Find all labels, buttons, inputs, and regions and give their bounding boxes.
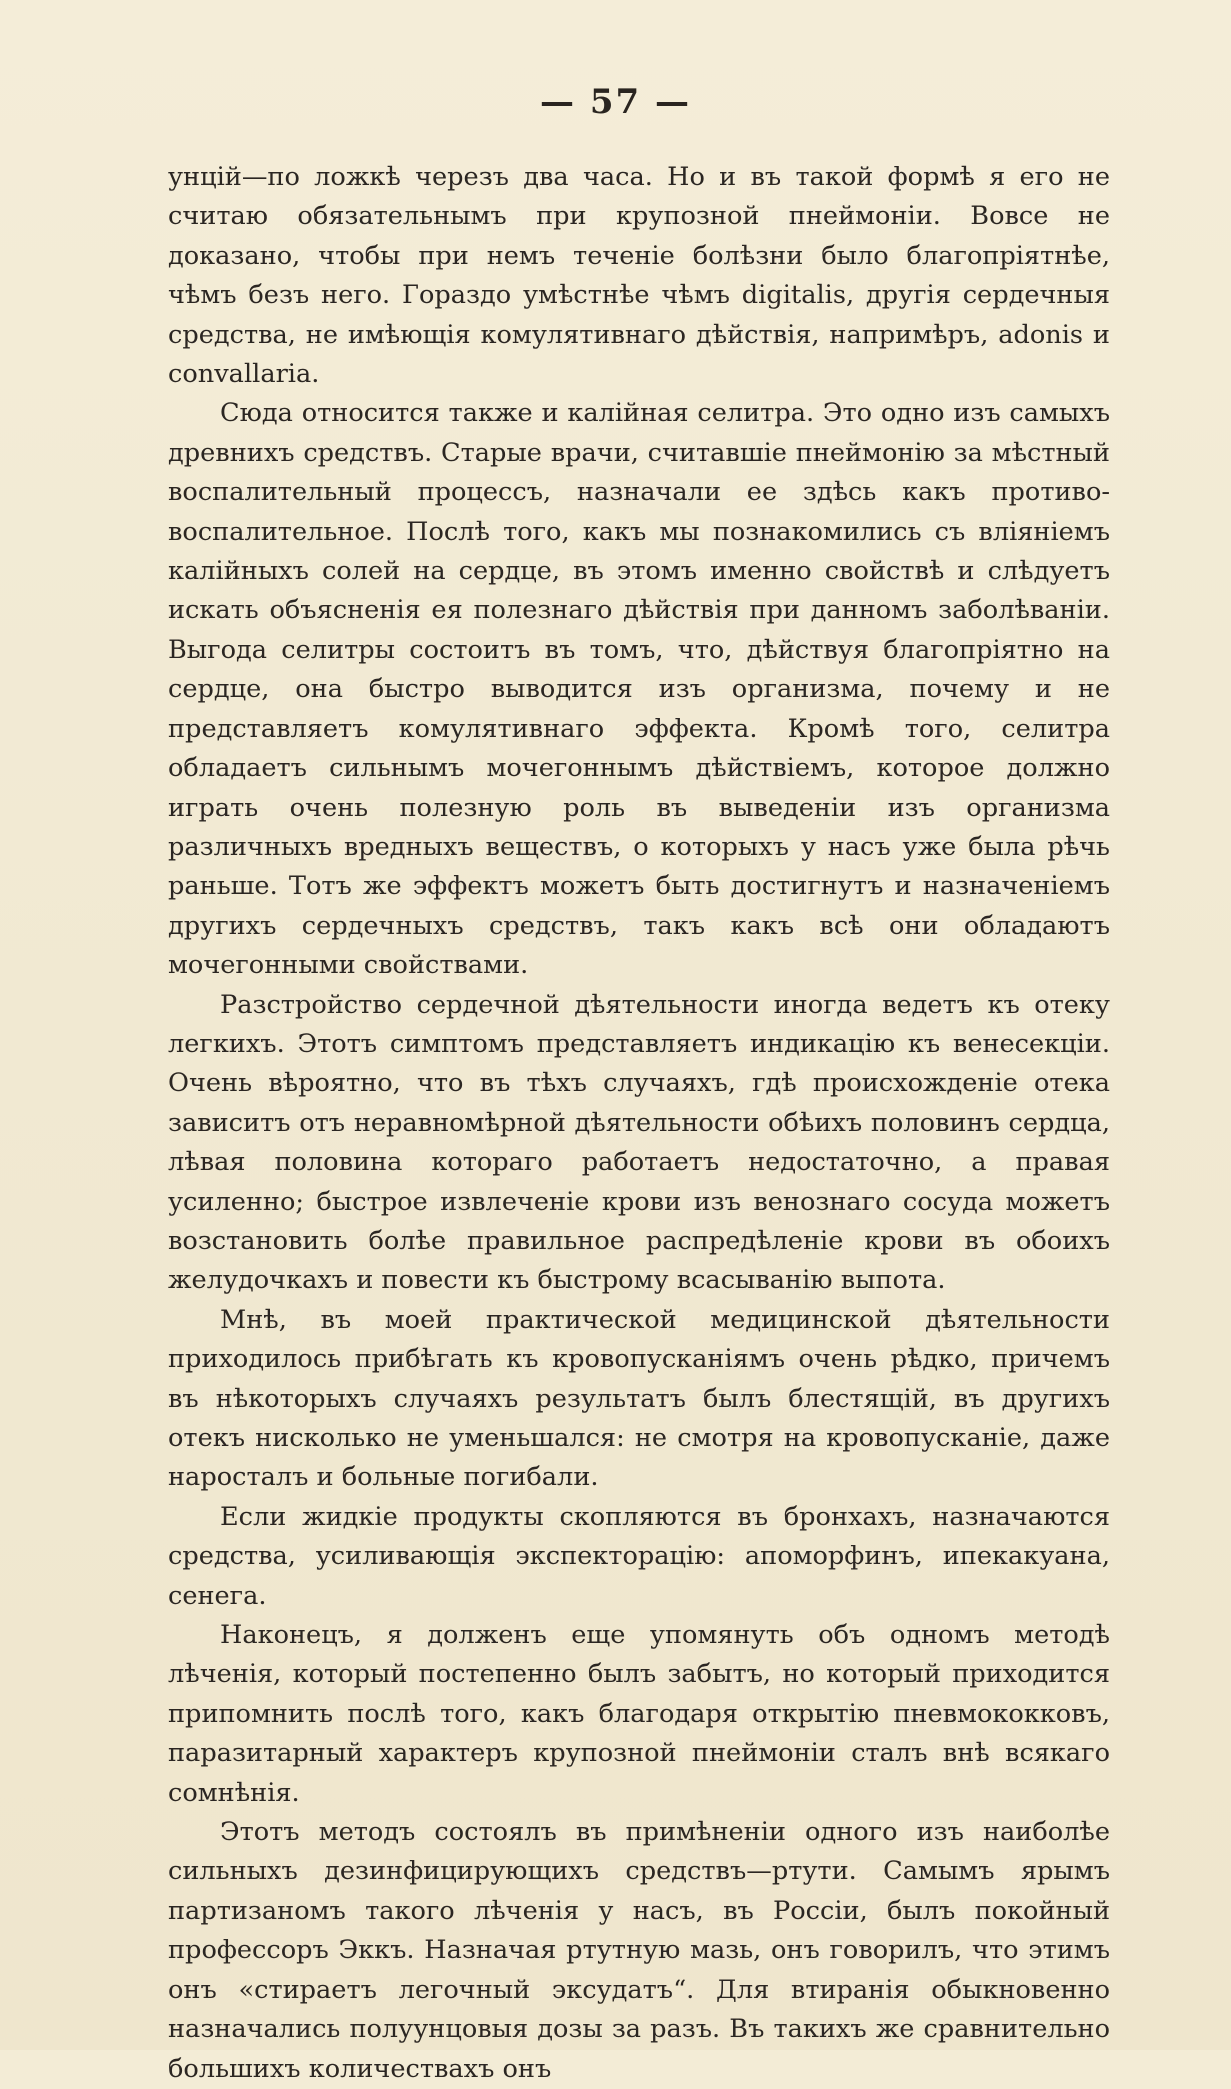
paragraph-forgotten-method: Наконецъ, я долженъ еще упомянуть объ одномъ методѣ лѣченія, который постепенно былъ забытъ, но который приходится припомнить послѣ того, какъ благодаря открытію пневмококковъ, паразитарный характеръ крупозной пнеймоніи сталъ внѣ всякаго сомнѣнія. — [168, 1620, 1110, 1808]
page-body — [168, 158, 1110, 2089]
paragraph-expectorants: Если жидкіе продукты скопляются въ бронхахъ, назначаются средства, усиливающія экспекторацію: апоморфинъ, ипекакуана, сенега. — [168, 1501, 1110, 1611]
paragraph-potassium-nitrate: Сюда относится также и калійная селитра. Это одно изъ самыхъ древнихъ средствъ. Старые врачи, считавшіе пнеймонію за мѣстный воспалительный процессъ, назначали ее здѣсь какъ противо-воспалительное. Послѣ того, какъ мы познакомились съ вліяніемъ калійныхъ солей на сердце, въ этомъ именно свойствѣ и слѣдуетъ искать объясненія ея полезнаго дѣйствія при данномъ заболѣваніи. Выгода селитры состоитъ въ томъ, что, дѣйствуя благопріятно на сердце, она быстро выводится изъ организма, почему и не представляетъ комулятивнаго эффекта. Кромѣ того, селитра обладаетъ сильнымъ мочегоннымъ дѣйствіемъ, которое должно играть очень полезную роль въ выведеніи изъ организма различныхъ вредныхъ веществъ, о которыхъ у насъ уже была рѣчь раньше. Тотъ же эффектъ можетъ быть достигнутъ и назначеніемъ другихъ сердечныхъ средствъ, такъ какъ всѣ они обладаютъ мочегонными свойствами. — [168, 398, 1110, 981]
page-number: — 57 — — [540, 82, 691, 122]
paragraph-bloodletting-experience: Мнѣ, въ моей практической медицинской дѣятельности приходилось прибѣгать къ кровопусканіямъ очень рѣдко, причемъ въ нѣкоторыхъ случаяхъ результатъ былъ блестящій, въ другихъ отекъ нисколько не уменьшался: не смотря на кровопусканіе, даже наросталъ и больные погибали. — [168, 1304, 1110, 1493]
paragraph-pulmonary-edema: Разстройство сердечной дѣятельности иногда ведетъ къ отеку легкихъ. Этотъ симптомъ представляетъ индикацію къ венесекціи. Очень вѣроятно, что въ тѣхъ случаяхъ, гдѣ происхожденіе отека зависитъ отъ неравномѣрной дѣятельности обѣихъ половинъ сердца, лѣвая половина котораго работаетъ недостаточно, а правая усиленно; быстрое извлеченіе крови изъ венознаго сосуда можетъ возстановить болѣе правильное распредѣленіе крови въ обоихъ желудочкахъ и повести къ быстрому всасыванію выпота. — [168, 989, 1110, 1296]
paragraph-continuation: унцій—по ложкѣ черезъ два часа. Но и въ такой формѣ я его не считаю обязательнымъ при крупозной пнеймоніи. Вовсе не доказано, чтобы при немъ теченіе болѣзни было благопріятнѣе, чѣмъ безъ него. Гораздо умѣстнѣе чѣмъ digitalis, другія сердечныя средства, не имѣющія комулятивнаго дѣйствія, напримѣръ, adonis и convallaria. — [168, 162, 1110, 390]
paragraph-mercury-treatment: Этотъ методъ состоялъ въ примѣненіи одного изъ наиболѣе сильныхъ дезинфицирующихъ средствъ—ртути. Самымъ ярымъ партизаномъ такого лѣченія у насъ, въ Россіи, былъ покойный профессоръ Эккъ. Назначая ртутную мазь, онъ говорилъ, что этимъ онъ «стираетъ легочный эксудатъ“. Для втиранія обыкновенно назначались полуунцовыя дозы за разъ. Въ такихъ же сравнительно большихъ количествахъ онъ — [168, 1817, 1110, 2084]
